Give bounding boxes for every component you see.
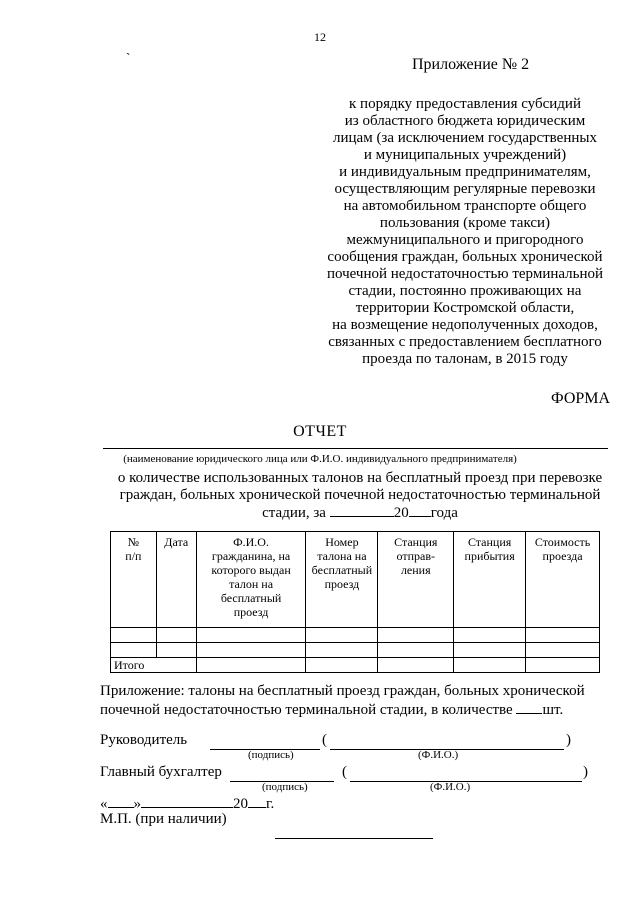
table-cell[interactable] (378, 658, 454, 673)
appendix-line: почечной недостаточностью терминальной (326, 266, 604, 282)
attachment-unit: шт. (542, 702, 564, 718)
head-signature-caption: (подпись) (248, 749, 294, 761)
stray-mark: ˋ (126, 50, 131, 65)
table-cell[interactable] (454, 643, 526, 658)
appendix-line: проезда по талонам, в 2015 году (362, 351, 568, 367)
period-year-prefix: 20 (393, 505, 409, 521)
appendix-line: территории Костромской области, (355, 300, 575, 316)
appendix-line: пользования (кроме такси) (379, 215, 551, 231)
chief-accountant-label: Главный бухгалтер (100, 764, 222, 780)
accountant-signature-caption: (подпись) (262, 781, 308, 793)
subject-line: граждан, больных хронической почечной недостаточностью терминальной (119, 487, 601, 503)
org-name-field[interactable] (103, 448, 608, 449)
col-header-fio: Ф.И.О. гражданина, на которого выдан талон на бесплатный проезд (196, 532, 306, 628)
head-label: Руководитель (100, 732, 188, 748)
date-open-quote: « (100, 796, 108, 812)
col-header-departure-station: Станция отправ- ления (378, 532, 454, 628)
report-title: ОТЧЕТ (293, 423, 347, 440)
table-cell[interactable] (196, 658, 306, 673)
attachment-count-field[interactable] (516, 701, 542, 714)
date-year-prefix: 20 (233, 796, 248, 812)
table-cell[interactable] (526, 658, 600, 673)
appendix-line: и индивидуальным предпринимателям, (339, 164, 591, 180)
close-paren: ) (583, 764, 588, 780)
report-table (110, 531, 600, 673)
page-number: 12 (314, 30, 326, 44)
attachment-line-2 (100, 701, 610, 720)
table-cell[interactable] (378, 628, 454, 643)
attachment-line: Приложение: талоны на бесплатный проезд граждан, больных хронической (100, 683, 585, 699)
appendix-line: к порядку предоставления субсидий (349, 96, 581, 112)
table-cell[interactable] (196, 628, 306, 643)
col-header-ticket-number: Номер талона на бесплатный проезд (306, 532, 378, 628)
table-row (111, 628, 600, 643)
col-header-arrival-station: Станция прибытия (454, 532, 526, 628)
table-header-row (111, 532, 600, 628)
subject-line: о количестве использованных талонов на бесплатный проезд при перевозке (117, 470, 603, 486)
table-cell[interactable] (156, 643, 196, 658)
table-cell[interactable] (526, 628, 600, 643)
period-prefix: стадии, за (262, 505, 326, 521)
appendix-text (300, 96, 630, 368)
col-header-fare: Стоимость проезда (526, 532, 600, 628)
date-month-field[interactable] (141, 795, 233, 808)
attachment-note (100, 682, 610, 720)
table-cell[interactable] (526, 643, 600, 658)
stamp-signature-field[interactable] (275, 838, 433, 839)
org-name-caption: (наименование юридического лица или Ф.И.О. индивидуального предпринимателя) (123, 453, 517, 465)
open-paren: ( (342, 764, 347, 780)
report-subject (100, 470, 620, 522)
table-cell[interactable] (306, 628, 378, 643)
open-paren: ( (322, 732, 327, 748)
appendix-line: осуществляющим регулярные перевозки (334, 181, 596, 197)
table-cell[interactable] (454, 658, 526, 673)
col-header-number: № п/п (111, 532, 157, 628)
form-label: ФОРМА (551, 390, 611, 407)
appendix-line: лицам (за исключением государственных (333, 130, 597, 146)
period-line (100, 504, 620, 522)
period-month-field[interactable] (330, 504, 394, 517)
table-cell[interactable] (378, 643, 454, 658)
stamp-label: М.П. (при наличии) (100, 811, 227, 827)
col-header-date: Дата (156, 532, 196, 628)
date-close-quote: » (133, 796, 141, 812)
appendix-line: и муниципальных учреждений) (363, 147, 567, 163)
attachment-line-text: почечной недостаточностью терминальной стадии, в количестве (100, 702, 513, 718)
appendix-line: связанных с предоставлением бесплатного (328, 334, 602, 350)
table-cell[interactable] (454, 628, 526, 643)
table-cell[interactable] (111, 628, 157, 643)
period-year-field[interactable] (409, 504, 431, 517)
appendix-line: на автомобильном транспорте общего (343, 198, 587, 214)
appendix-line: сообщения граждан, больных хронической (327, 249, 603, 265)
table-cell[interactable] (196, 643, 306, 658)
table-row (111, 643, 600, 658)
date-year-field[interactable] (248, 795, 266, 808)
table-cell[interactable] (156, 628, 196, 643)
appendix-line: из областного бюджета юридическим (344, 113, 586, 129)
appendix-line: стадии, постоянно проживающих на (348, 283, 582, 299)
accountant-name-caption: (Ф.И.О.) (430, 781, 471, 793)
head-name-caption: (Ф.И.О.) (418, 749, 459, 761)
table-cell[interactable] (306, 643, 378, 658)
date-day-field[interactable] (108, 795, 134, 808)
appendix-line: межмуниципального и пригородного (346, 232, 584, 248)
table-total-row (111, 658, 600, 673)
total-label: Итого (111, 658, 197, 673)
table-cell[interactable] (111, 643, 157, 658)
appendix-line: на возмещение недополученных доходов, (332, 317, 598, 333)
close-paren: ) (566, 732, 571, 748)
appendix-title: Приложение № 2 (412, 56, 530, 73)
period-suffix: года (430, 505, 458, 521)
table-cell[interactable] (306, 658, 378, 673)
date-suffix: г. (266, 796, 275, 812)
